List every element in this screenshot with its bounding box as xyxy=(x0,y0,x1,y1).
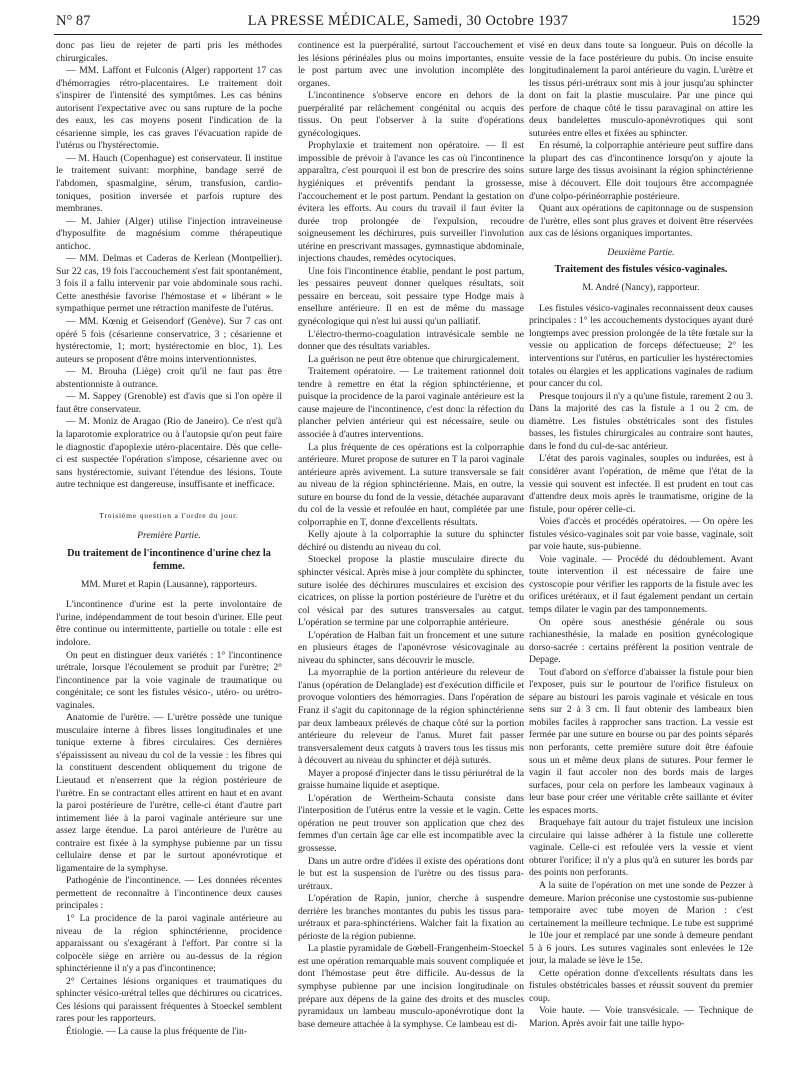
paragraph: L'incontinence d'urine est la perte involontaire de l'urine, indépendamment de tout besoin d'uriner. Elle peut être continue ou intermittente, partielle ou totale : elle est indolore. xyxy=(56,599,282,648)
page-number: 1529 xyxy=(731,13,760,29)
paragraph: Cette opération donne d'excellents résultats dans les fistules obstétricales basses et réussit souvent du premier coup. xyxy=(529,967,753,1004)
paragraph: 2° Certaines lésions organiques et traumatiques du sphincter vésico-urétral telles que déchirures ou cicatrices. Ces lésions qui paraissent fréquentes à Stoeckel semblent rares pour les rapporteurs. xyxy=(56,975,282,1025)
column-right xyxy=(529,40,753,1076)
paragraph: Prophylaxie et traitement non opératoire. — Il est impossible de prévoir à l'avance les cas où l'incontinence apparaîtra, c'est pourquoi il est bon de prescrire des soins hygiéniques et préventifs pendant la grossesse, l'accouchement et le post partum. Pendant la gestation on évitera les efforts. Au cours du travail il faut éviter la durée trop prolongée de l'expulsion, recoudre soigneusement les déchirures, puis surveiller l'involution utérine en prescrivant massages, gymnastique abdominale, injections chaudes, remèdes ocytociques. xyxy=(298,140,524,265)
paragraph: Étiologie. — La cause la plus fréquente de l'in- xyxy=(66,1025,248,1037)
paragraph: Anatomie de l'urètre. — L'urètre possède une tunique musculaire interne à fibres lisses longitudinales et une tunique externe à fibres circulaires. Ces dernières s'épaississent au niveau du col de la vessie : les fibres qui la constituent descendent obliquement du trigone de Lieutaud et n'enserrent que la région postérieure de l'urètre. En se contractant elles attirent en haut et en avant la paroi postérieure de l'urètre, celle-ci étant d'autre part intimement liée à la paroi vaginale antérieure sur une assez large étendue. La paroi antérieure de l'urètre au contraire est fixée à la symphyse pubienne par un tissu cellulaire dense et par le surtout aponévrotique et ligamentaire de la symphyse. xyxy=(56,712,282,874)
journal-title: LA PRESSE MÉDICALE, Samedi, 30 Octobre 1937 xyxy=(247,13,569,29)
paragraph: Dans un autre ordre d'idées il existe des opérations dont le but est la suspension de l'urètre ou des tissus para-urétraux. xyxy=(298,855,524,892)
column-left xyxy=(56,40,282,1076)
paragraph: L'opération de Wertheim-Schauta consiste dans l'interposition de l'utérus entre la vessie et le vagin. Cette opération ne peut trouver son application que chez des femmes d'un certain âge car elle est incompatible avec la grossesse. xyxy=(298,792,524,854)
section-title: Traitement des fistules vésico-vaginales. xyxy=(554,264,728,276)
paragraph: Voie haute. — Voie transvésicale. — Technique de Marion. Après avoir fait une taille hypo- xyxy=(529,1005,753,1030)
section-title: Du traitement de l'incontinence d'urine chez la femme. xyxy=(67,547,271,572)
paragraph: L'électro-thermo-coagulation intravésicale semble ne donner que des résultats variables. xyxy=(298,328,524,353)
paragraph: La guérison ne peut être obtenue que chirurgicalement. xyxy=(308,353,520,365)
paragraph: — MM. Laffont et Fulconis (Alger) rapportent 17 cas d'hémorragies rétro-placentaires. Le traitement doit s'inspirer de l'intensité des symptômes. Les cas bénins autorisent l'expectative avec ou sans rupture de la poche des eaux, les cas moyens posent l'indication de la césarienne simple, les cas graves l'évacuation rapide de l'utérus ou l'hystérectomie. xyxy=(56,65,282,152)
paragraph: La plastie pyramidale de Gœbell-Frangenheim-Stoeckel est une opération remarquable mais souvent compliquée et dont l'hémostase peut être difficile. Au-dessus de la symphyse pubienne par une incision longitudinale on prépare aux dépens de la gaine des droits et des muscles pyramidaux un lambeau musculo-aponévrotique dont la base demeure attachée à la symphyse. Ce lambeau est di- xyxy=(298,943,524,1030)
paragraph: Une fois l'incontinence établie, pendant le post partum, les pessaires peuvent donner quelques résultats, soit pessaire en berceau, soit pessaire type Hodge mais à ensellure antérieure. Il en est de même du massage gynécologique qui n'est lui aussi qu'un palliatif. xyxy=(298,265,524,328)
paragraph: On opère sous anesthésie générale ou sous rachianesthésie, la malade en position gynécologique dorso-sacrée : certains préfèrent la position ventrale de Depage. xyxy=(529,616,753,666)
paragraph: — M. Jahier (Alger) utilise l'injection intraveineuse d'hyposulfite de magnésium comme thérapeutique antichoc. xyxy=(56,215,282,252)
paragraph: — M. Hauch (Copenhague) est conservateur. Il institue le traitement suivant: morphine, bandage serré de l'abdomen, spasmalgine, sérum, transfusion, cardio-toniques, position inversée et parfois rupture des membranes. xyxy=(56,152,282,215)
paragraph: On peut en distinguer deux variétés : 1° l'incontinence urétrale, lorsque l'écoulement se produit par l'urètre; 2° l'incontinence par la voie vaginale de traumatique ou congénitale; ce sont les fistules vésico-, utéro- ou urétro-vaginales. xyxy=(56,649,282,711)
paragraph: Stoeckel propose la plastie musculaire directe du sphincter vésical. Après mise à jour complète du sphincter, suture isolée des déchirures musculaires et excision des cicatrices, on plisse la portion postérieure de l'urètre et du col vésical par des sutures transversales au catgut. L'opération se termine par une colporraphie antérieure. xyxy=(298,554,524,629)
paragraph: — M. Brouha (Liège) croit qu'il ne faut pas être abstentionniste à outrance. xyxy=(56,366,282,390)
part-heading: Deuxième Partie. xyxy=(607,246,675,258)
paragraph: Voies d'accès et procédés opératoires. — On opère les fistules vésico-vaginales soit par voie basse, vaginale, soit par voie haute, sus-pubienne. xyxy=(529,516,753,553)
paragraph: — M. Moniz de Aragao (Rio de Janeiro). Ce n'est qu'à la laparotomie exploratrice ou à l'autopsie qu'on peut faire le diagnostic d'apoplexie utéro-placentaire. Dès que celle-ci est suspectée l'opération s'impose, césarienne avec ou sans hystérectomie, suivant l'étendue des lésions. Toute autre technique est dangereuse, insuffisante et inefficace. xyxy=(56,416,282,491)
paragraph: Kelly ajoute à la colporraphie la suture du sphincter déchiré ou distendu au niveau du col. xyxy=(298,529,524,553)
reporters-line: MM. Muret et Rapin (Lausanne), rapporteurs. xyxy=(80,578,258,590)
page-header xyxy=(56,10,760,34)
paragraph: L'opération de Halban fait un froncement et une suture en plusieurs étages de l'aponévrose vésicovaginale au niveau du sphincter, sans découvrir le muscle. xyxy=(298,629,524,666)
paragraph: En résumé, la colporraphie antérieure peut suffire dans la plupart des cas d'incontinence lorsqu'on y ajoute la suture large des tissus avoisinant la région sphinctérienne mise à découvert. Elle doit toujours être accompagnée d'une colpo-périnéorraphie postérieure. xyxy=(529,140,753,202)
paragraph: La plus fréquente de ces opérations est la colporraphie antérieure. Muret propose de suturer en T la paroi vaginale antérieure après avivement. La suture transversale se fait au niveau de la région sphinctérienne. Mais, en outre, la suture en bourse du fond de la vessie, détachée auparavant du col de la vessie et refoulée en haut, complétée par une colporraphie en T, donne d'excellents résultats. xyxy=(298,441,524,528)
paragraph: L'opération de Rapin, junior, cherche à suspendre derrière les branches montantes du pubis les tissus para-urétraux et para-sphinctériens. Walcher fait la fixation au périoste de la région pubienne. xyxy=(298,893,524,942)
paragraph: continence est la puerpéralité, surtout l'accouchement et les lésions périnéales plus ou moins importantes, ensuite le post partum avec une involution incomplète des organes. xyxy=(298,40,524,89)
paragraph: — MM. Kœnig et Geisendorf (Genève). Sur 7 cas ont opéré 5 fois (césarienne conservatrice, 3 ; césarienne et hystérectomie, 1; mort; hystérectomie en bloc, 1). Les auteurs se proposent d'être moins interventionnistes. xyxy=(56,316,282,365)
issue-number: N° 87 xyxy=(56,13,91,29)
paragraph: Voie vaginale. — Procédé du dédoublement. Avant toute intervention il est nécessaire de faire une cystoscopie pour vérifier les rapports de la fistule avec les orifices urétéraux, et il faut également pendant un certain temps dilater le vagin par des tamponnements. xyxy=(529,553,753,615)
paragraph: L'état des parois vaginales, souples ou indurées, est à considérer avant l'opération, de même que l'état de la vessie qui souvent est infectée. Il est prudent en tout cas d'attendre deux mois après le traumatisme, origine de la fistule, pour opérer celle-ci. xyxy=(529,453,753,515)
paragraph: Presque toujours il n'y a qu'une fistule, rarement 2 ou 3. Dans la majorité des cas la fistule a 1 ou 2 cm. de diamètre. Les fistules obstétricales sont des fistules basses, les fistules chirurgicales au contraire sont hautes, dans le fond du cul-de-sac antérieur. xyxy=(529,390,753,452)
header-rule xyxy=(54,34,762,35)
paragraph: 1° La procidence de la paroi vaginale antérieure au niveau de la région sphinctérienne, procidence apparaissant ou s'exagérant à l'effort. Par contre si la colpocèle siège en arrière ou au-dessus de la région sphinctérienne il n'y a pas d'incontinence; xyxy=(56,913,282,975)
paragraph: donc pas lieu de rejeter de parti pris les méthodes chirurgicales. xyxy=(56,40,282,64)
section-label: Troisième question a l'ordre du jour. xyxy=(99,510,239,520)
paragraph: Les fistules vésico-vaginales reconnaissent deux causes principales : 1° les accouchements dystociques ayant duré longtemps avec pression prolongée de la tête fœtale sur la vessie ou application de forceps défectueuse; 2° les interventions sur l'utérus, en particulier les hystérectomies totales ou élargies et les applications vaginales de radium pour cancer du col. xyxy=(529,302,753,390)
paragraph: Pathogénie de l'incontinence. — Les données récentes permettent de reconnaître à l'incontinence deux causes principales : xyxy=(56,875,282,912)
paragraph: visé en deux dans toute sa longueur. Puis on décolle la vessie de la face postérieure du pubis. On incise ensuite longitudinalement la paroi antérieure du vagin. L'urètre et les tissus péri-urétraux sont mis à jour jusqu'au sphincter dont on fait la plastie musculaire. Par une pince qui perfore de chaque côté le tissu paravaginal on attire les deux bandelettes musculo-aponévrotiques qui sont suturées entre elles et fixées au sphincter. xyxy=(529,40,753,139)
part-heading: Première Partie. xyxy=(137,530,201,542)
paragraph: — M. Sappey (Grenoble) est d'avis que si l'on opère il faut être conservateur. xyxy=(56,391,282,415)
column-middle xyxy=(298,40,524,1076)
paragraph: Mayer a proposé d'injecter dans le tissu périurétral de la graisse humaine liquide et aseptique. xyxy=(298,767,524,792)
paragraph: Tout d'abord on s'efforce d'abaisser la fistule pour bien l'exposer, puis sur le pourtour de l'orifice fistuleux on sépare au bistouri les parois vaginale et vésicale en tous sens sur 2 à 3 cm. Il faut obtenir des lambeaux bien mobiles faciles à rapprocher sans traction. La vessie est fermée par une suture en bourse ou par des points séparés non perforants, cette première suture doit être éafouie sous un et même deux plans de sutures. Pour fermer le vagin il faut accoler non des bords mais de larges surfaces, pour cela on perfore les lambeaux vaginaux à leur base pour créer une véritable crête saillante et éviter les espaces morts. xyxy=(529,666,753,816)
paragraph: La myorraphie de la portion antérieure du releveur de l'anus (opération de Delanglade) est d'exécution difficile et provoque volontiers des hémorragies. Dans l'opération de Franz il s'agit du capitonnage de la région sphinctérienne par deux lambeaux prélevés de chaque côté sur la portion antérieure du releveur de l'anus. Muret fait passer transversalement deux catguts à travers tous les tissus mis à découvert au niveau du sphincter et déjà suturés. xyxy=(298,667,524,767)
reporters-line: M. André (Nancy), rapporteur. xyxy=(582,282,700,294)
paragraph: Quant aux opérations de capitonnage ou de suspension de l'urètre, elles sont plus graves et doivent être réservées aux cas de lésions organiques importantes. xyxy=(529,203,753,240)
paragraph: A la suite de l'opération on met une sonde de Pezzer à demeure. Marion préconise une cystostomie sus-pubienne temporaire avec tube moyen de Marion : c'est certainement la meilleure technique. Le tube est supprimé le 10e jour et remplacé par une sonde à demeure pendant 5 à 6 jours. Les sutures vaginales sont enlevées le 12e jour, la malade se lève le 15e. xyxy=(529,880,753,967)
paragraph: L'incontinence s'observe encore en dehors de la puerpéralité par relâchement congénital ou acquis des tissus. On peut l'observer à la suite d'opérations gynécologiques. xyxy=(298,90,524,139)
paragraph: Braquehaye fait autour du trajet fistuleux une incision circulaire qui laisse adhérer à la fistule une collerette vaginale. Celle-ci est refoulée vers la vessie et vient obturer l'orifice; il n'y a plus qu'à en suturer les bords par des points non perforants. xyxy=(529,817,753,879)
paragraph: — MM. Delmas et Caderas de Kerlean (Montpellier). Sur 22 cas, 19 fois l'accouchement s'est fait spontanément, 3 fois il a fallu intervenir par voie abdominale sous rachi. Cette anesthésie favorise l'hémostase et « libérant » le sympathique permet une rétraction manifeste de l'utérus. xyxy=(56,253,282,315)
paragraph: Traitement opératoire. — Le traitement rationnel doit tendre à remettre en état la région sphinctérienne, et puisque la procidence de la paroi vaginale antérieure est la cause majeure de l'incontinence, c'est donc la réfection du plancher pelvien antérieur qui est nécessaire, seule ou associée à d'autres interventions. xyxy=(298,366,524,440)
